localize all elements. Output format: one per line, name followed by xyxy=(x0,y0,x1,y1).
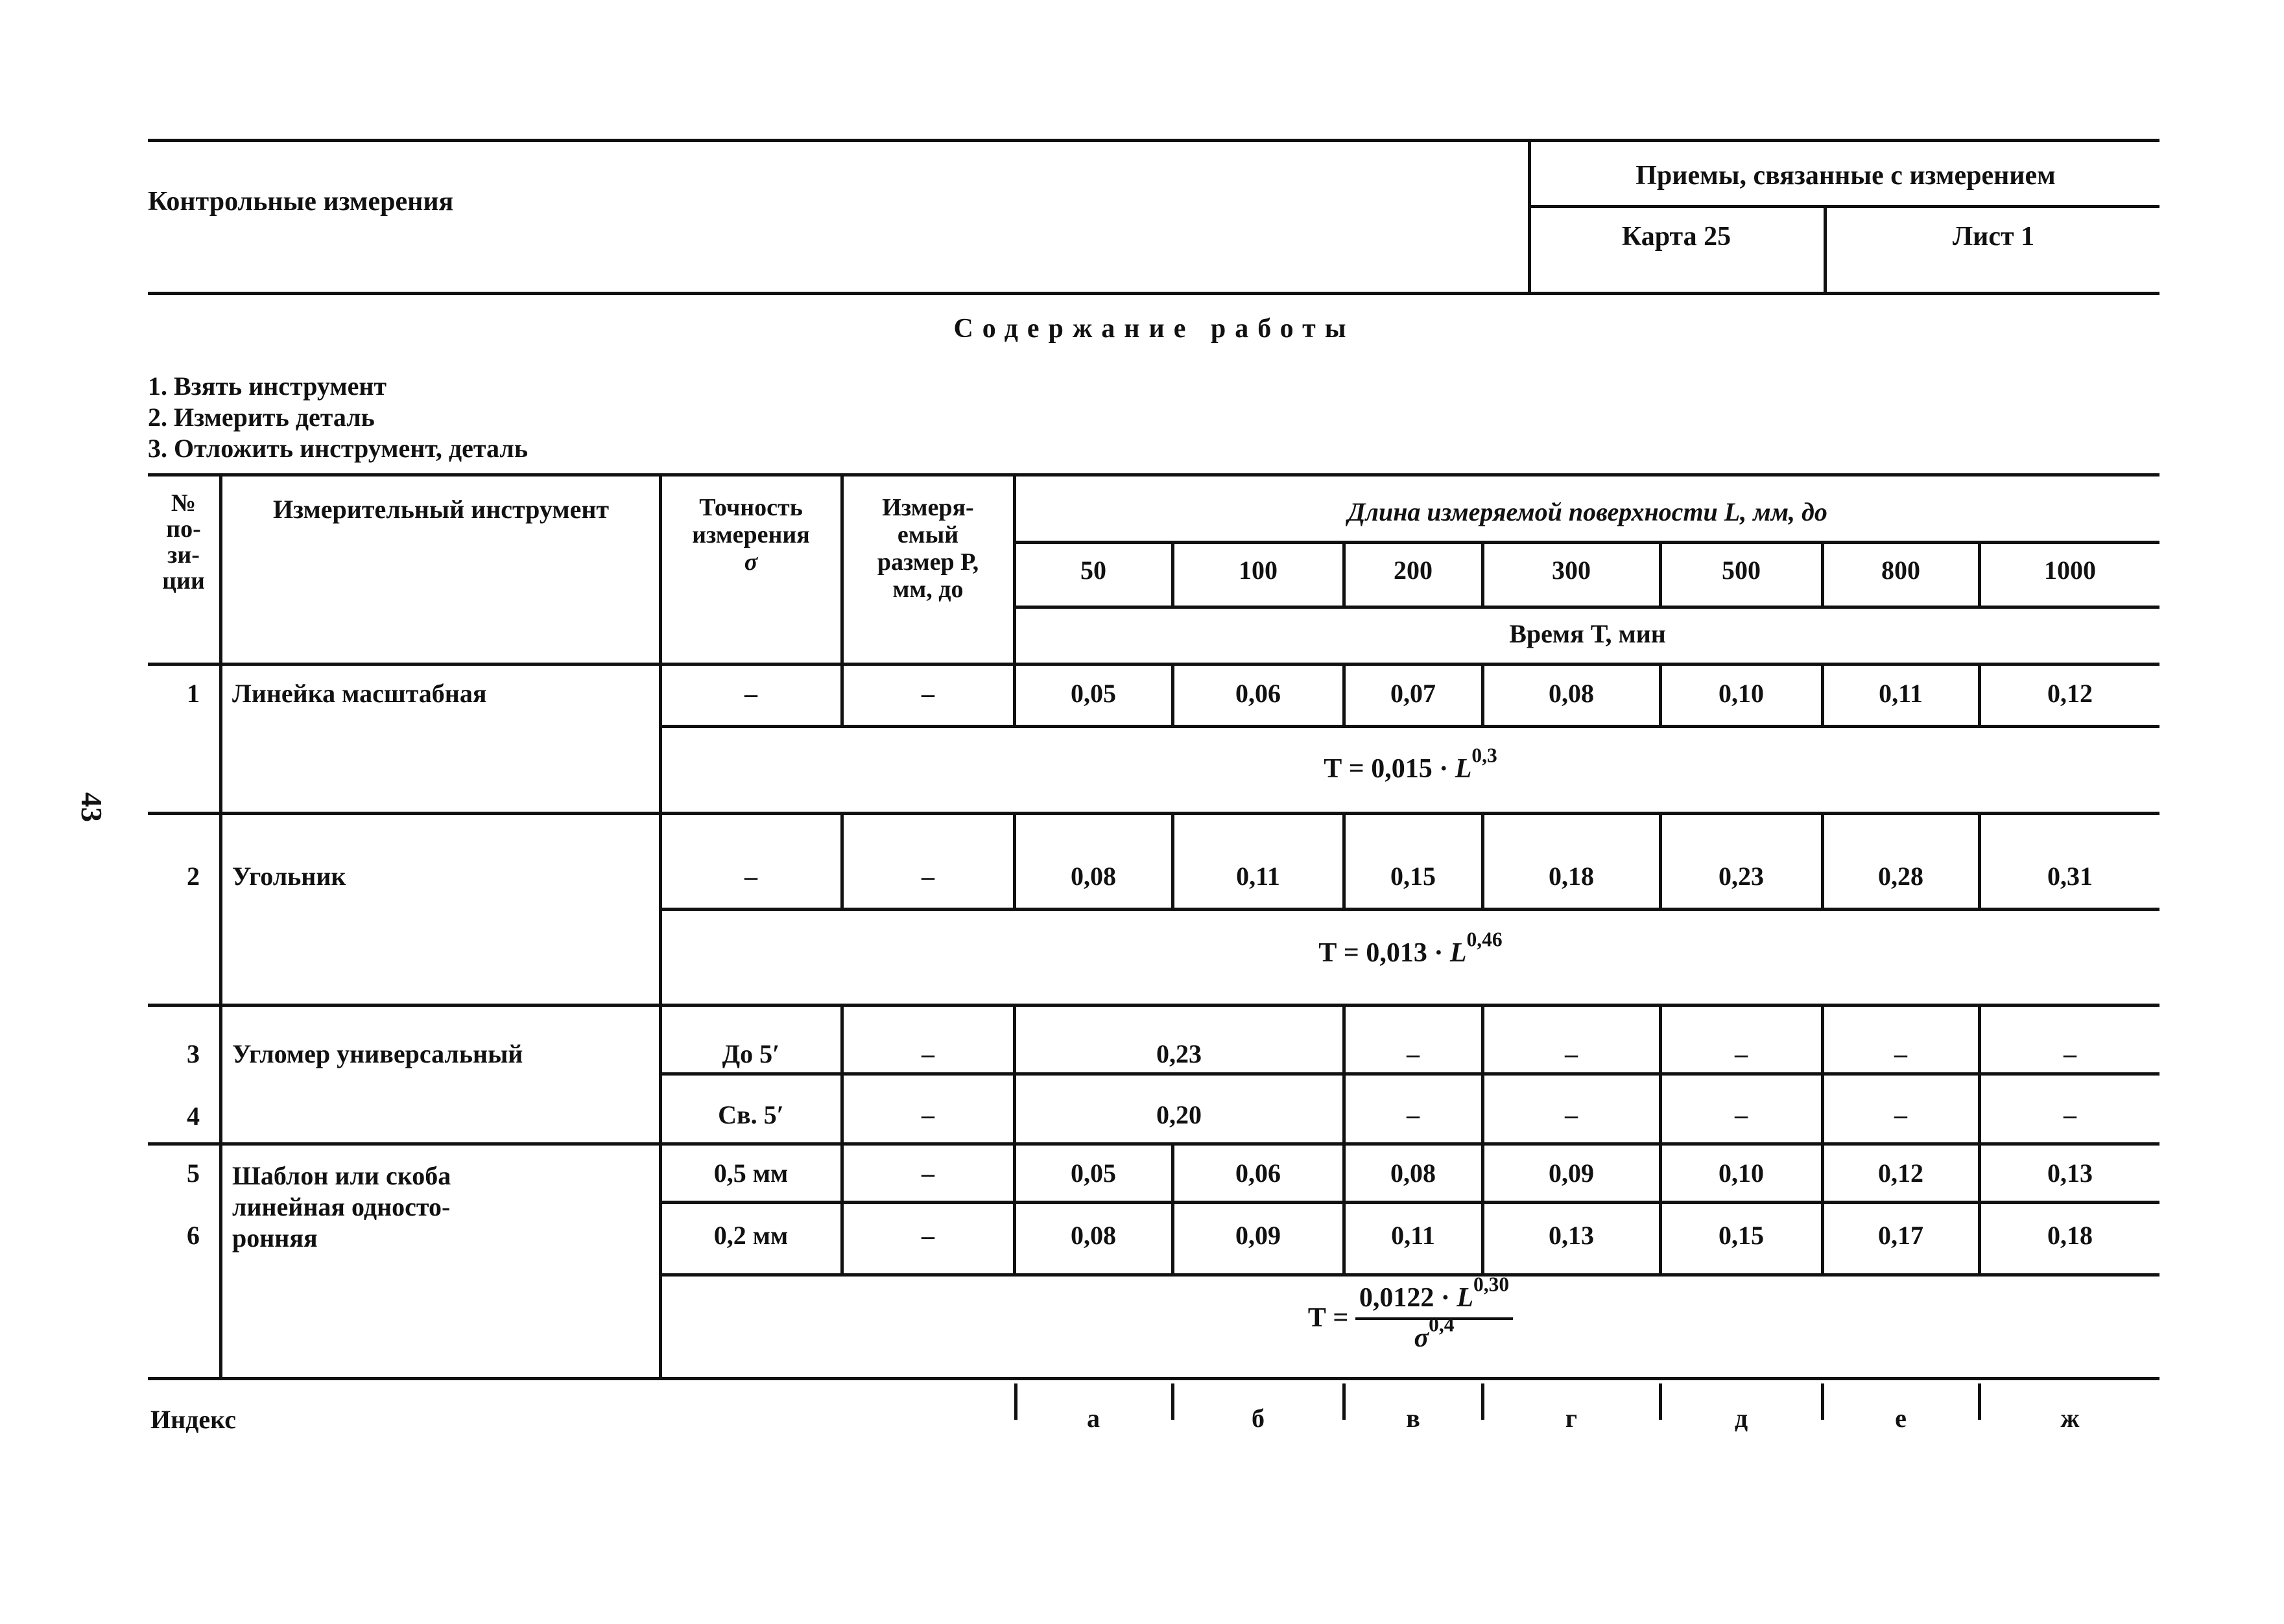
r1-v1000: 0,12 xyxy=(2047,679,2093,708)
length-1000: 1000 xyxy=(2044,556,2096,585)
r5-v800: 0,12 xyxy=(1878,1159,1923,1188)
lengths-top-rule xyxy=(1016,541,2159,544)
formula-3-num-exp: 0,30 xyxy=(1473,1273,1510,1296)
group3-rule xyxy=(148,1142,2159,1146)
row5-rule xyxy=(661,1201,2159,1204)
pos-1: 1 xyxy=(187,679,200,708)
r4-v300: – xyxy=(1565,1100,1578,1129)
header-mid-rule xyxy=(1529,205,2159,208)
page-number: 43 xyxy=(75,792,108,822)
r3-v300: – xyxy=(1565,1039,1578,1068)
header-bottom-rule-table xyxy=(148,663,2159,666)
content-title: Содержание работы xyxy=(953,314,1355,344)
size-6: – xyxy=(922,1221,934,1250)
formula-3-var: L xyxy=(1457,1283,1473,1313)
r4-v500: – xyxy=(1735,1100,1748,1129)
pos-2: 2 xyxy=(187,862,200,891)
r2-v200: 0,15 xyxy=(1390,862,1436,891)
index-a: а xyxy=(1087,1404,1100,1433)
formula-2-exp: 0,46 xyxy=(1466,928,1503,951)
r3-v800: – xyxy=(1894,1039,1907,1068)
length-200: 200 xyxy=(1394,556,1433,585)
formula-1-lhs: Т = 0,015 · xyxy=(1324,754,1455,784)
card-number: Карта 25 xyxy=(1621,222,1731,252)
sheet-number: Лист 1 xyxy=(1952,222,2035,252)
operation-title: Приемы, связанные с измерением xyxy=(1636,161,2056,191)
index-d: д xyxy=(1734,1404,1748,1433)
accuracy-1: – xyxy=(744,679,757,708)
group1-rule xyxy=(148,812,2159,815)
r2-v1000: 0,31 xyxy=(2047,862,2093,891)
r6-v300: 0,13 xyxy=(1549,1221,1594,1250)
accuracy-header-sigma: σ xyxy=(744,548,758,576)
instrument-ruler: Линейка масштабная xyxy=(232,679,487,708)
r6-v50: 0,08 xyxy=(1071,1221,1116,1250)
row2-rule xyxy=(661,908,2159,911)
r1-v500: 0,10 xyxy=(1719,679,1764,708)
r5-v1000: 0,13 xyxy=(2047,1159,2093,1188)
r2-v300: 0,18 xyxy=(1549,862,1594,891)
length-800: 800 xyxy=(1881,556,1920,585)
accuracy-2: – xyxy=(744,862,757,891)
size-header xyxy=(843,494,1013,603)
r5-v50: 0,05 xyxy=(1071,1159,1116,1188)
r4-v800: – xyxy=(1894,1100,1907,1129)
pos-header-line: № xyxy=(171,489,196,517)
instrument-square: Угольник xyxy=(232,862,346,891)
time-header: Время Т, мин xyxy=(1509,619,1666,648)
header-top-rule xyxy=(148,139,2159,142)
instrument-header: Измерительный инструмент xyxy=(272,495,610,524)
accuracy-6: 0,2 мм xyxy=(713,1221,789,1250)
accuracy-4: Св. 5′ xyxy=(718,1100,784,1129)
instrument-template-line: линейная односто- xyxy=(232,1192,451,1221)
pos-5: 5 xyxy=(187,1159,200,1188)
instrument-protractor: Угломер универсальный xyxy=(232,1039,523,1068)
r4-merged: 0,20 xyxy=(1156,1100,1202,1129)
formula-3-den-exp: 0,4 xyxy=(1429,1313,1455,1336)
col-size-divider-r2 xyxy=(1013,813,1016,908)
r6-v100: 0,09 xyxy=(1235,1221,1281,1250)
instrument-template-line: Шаблон или скоба xyxy=(232,1161,451,1190)
pos-header xyxy=(148,490,219,594)
step-2: 2. Измерить деталь xyxy=(148,403,375,432)
r2-v50: 0,08 xyxy=(1071,862,1116,891)
size-header-line: Измеря- xyxy=(882,494,974,521)
index-g: г xyxy=(1565,1404,1578,1433)
r2-v500: 0,23 xyxy=(1719,862,1764,891)
col-pos-divider xyxy=(219,475,222,1377)
size-5: – xyxy=(922,1159,934,1188)
r4-v200: – xyxy=(1407,1100,1420,1129)
table-bottom-rule xyxy=(148,1377,2159,1380)
size-header-line: мм, до xyxy=(892,576,964,603)
table-top-rule xyxy=(148,473,2159,477)
r4-v1000: – xyxy=(2064,1100,2076,1129)
pos-header-line: зи- xyxy=(167,541,200,569)
r3-v200: – xyxy=(1407,1039,1420,1068)
formula-3-sigma: σ xyxy=(1414,1323,1429,1353)
len-div-r2-5 xyxy=(1821,813,1824,908)
r5-v200: 0,08 xyxy=(1390,1159,1436,1188)
formula-3-num-coef: 0,0122 · xyxy=(1359,1283,1457,1313)
row6-rule xyxy=(661,1273,2159,1277)
length-100: 100 xyxy=(1239,556,1278,585)
step-1: 1. Взять инструмент xyxy=(148,371,387,401)
r2-v800: 0,28 xyxy=(1878,862,1923,891)
r6-v800: 0,17 xyxy=(1878,1221,1923,1250)
r1-v300: 0,08 xyxy=(1549,679,1594,708)
formula-2-var: L xyxy=(1449,938,1467,968)
r1-v100: 0,06 xyxy=(1235,679,1281,708)
len-div-r2-6 xyxy=(1978,813,1981,908)
formula-1 xyxy=(661,744,2159,784)
length-header: Длина измеряемой поверхности L, мм, до xyxy=(1348,497,1827,526)
r3-v500: – xyxy=(1735,1039,1748,1068)
length-500: 500 xyxy=(1722,556,1761,585)
accuracy-header xyxy=(661,494,840,576)
size-1: – xyxy=(922,679,934,708)
formula-3-fraction xyxy=(1355,1273,1513,1354)
r5-v500: 0,10 xyxy=(1719,1159,1764,1188)
row3-rule xyxy=(661,1072,2159,1076)
group2-rule xyxy=(148,1004,2159,1007)
index-e: е xyxy=(1895,1404,1907,1433)
size-4: – xyxy=(922,1100,934,1129)
formula-1-exp: 0,3 xyxy=(1471,744,1497,767)
r1-v800: 0,11 xyxy=(1879,679,1923,708)
pos-header-line: по- xyxy=(166,515,201,543)
size-header-line: емый xyxy=(897,521,959,548)
index-label: Индекс xyxy=(150,1405,236,1434)
col-accuracy-divider-r2 xyxy=(840,813,844,908)
r1-v50: 0,05 xyxy=(1071,679,1116,708)
header-bottom-rule xyxy=(148,292,2159,295)
r5-v100: 0,06 xyxy=(1235,1159,1281,1188)
pos-4: 4 xyxy=(187,1101,200,1131)
instrument-template xyxy=(232,1160,451,1254)
index-zh: ж xyxy=(2060,1404,2080,1433)
formula-2-lhs: Т = 0,013 · xyxy=(1318,938,1450,968)
r5-v300: 0,09 xyxy=(1549,1159,1594,1188)
r6-v1000: 0,18 xyxy=(2047,1221,2093,1250)
r2-v100: 0,11 xyxy=(1236,862,1280,891)
formula-2 xyxy=(661,928,2159,969)
pos-3: 3 xyxy=(187,1039,200,1068)
length-50: 50 xyxy=(1080,556,1106,585)
step-3: 3. Отложить инструмент, деталь xyxy=(148,434,528,463)
pos-6: 6 xyxy=(187,1221,200,1250)
accuracy-header-line: измерения xyxy=(692,521,810,548)
len-div-r2-1 xyxy=(1171,813,1174,908)
size-header-line: размер Р, xyxy=(877,548,979,576)
accuracy-5: 0,5 мм xyxy=(713,1159,789,1188)
accuracy-header-line: Точность xyxy=(699,494,803,521)
len-div-r2-4 xyxy=(1659,813,1662,908)
r3-merged: 0,23 xyxy=(1156,1039,1202,1068)
formula-3-denominator xyxy=(1414,1313,1455,1354)
index-v: в xyxy=(1406,1404,1420,1433)
length-300: 300 xyxy=(1552,556,1591,585)
r6-v200: 0,11 xyxy=(1391,1221,1435,1250)
section-title: Контрольные измерения xyxy=(148,187,454,217)
r6-v500: 0,15 xyxy=(1719,1221,1764,1250)
pos-header-line: ции xyxy=(162,567,205,594)
size-2: – xyxy=(922,862,934,891)
lengths-bottom-rule xyxy=(1016,606,2159,609)
formula-1-var: L xyxy=(1455,754,1472,784)
size-3: – xyxy=(922,1039,934,1068)
r1-v200: 0,07 xyxy=(1390,679,1436,708)
row1-rule xyxy=(661,725,2159,728)
r3-v1000: – xyxy=(2064,1039,2076,1068)
len-div-r2-3 xyxy=(1481,813,1484,908)
formula-3-lhs: Т = xyxy=(1307,1303,1349,1333)
accuracy-3: До 5′ xyxy=(722,1039,780,1068)
formula-3 xyxy=(661,1273,2159,1354)
index-b: б xyxy=(1252,1404,1265,1433)
len-div-r2-2 xyxy=(1342,813,1346,908)
instrument-template-line: ронняя xyxy=(232,1223,318,1253)
